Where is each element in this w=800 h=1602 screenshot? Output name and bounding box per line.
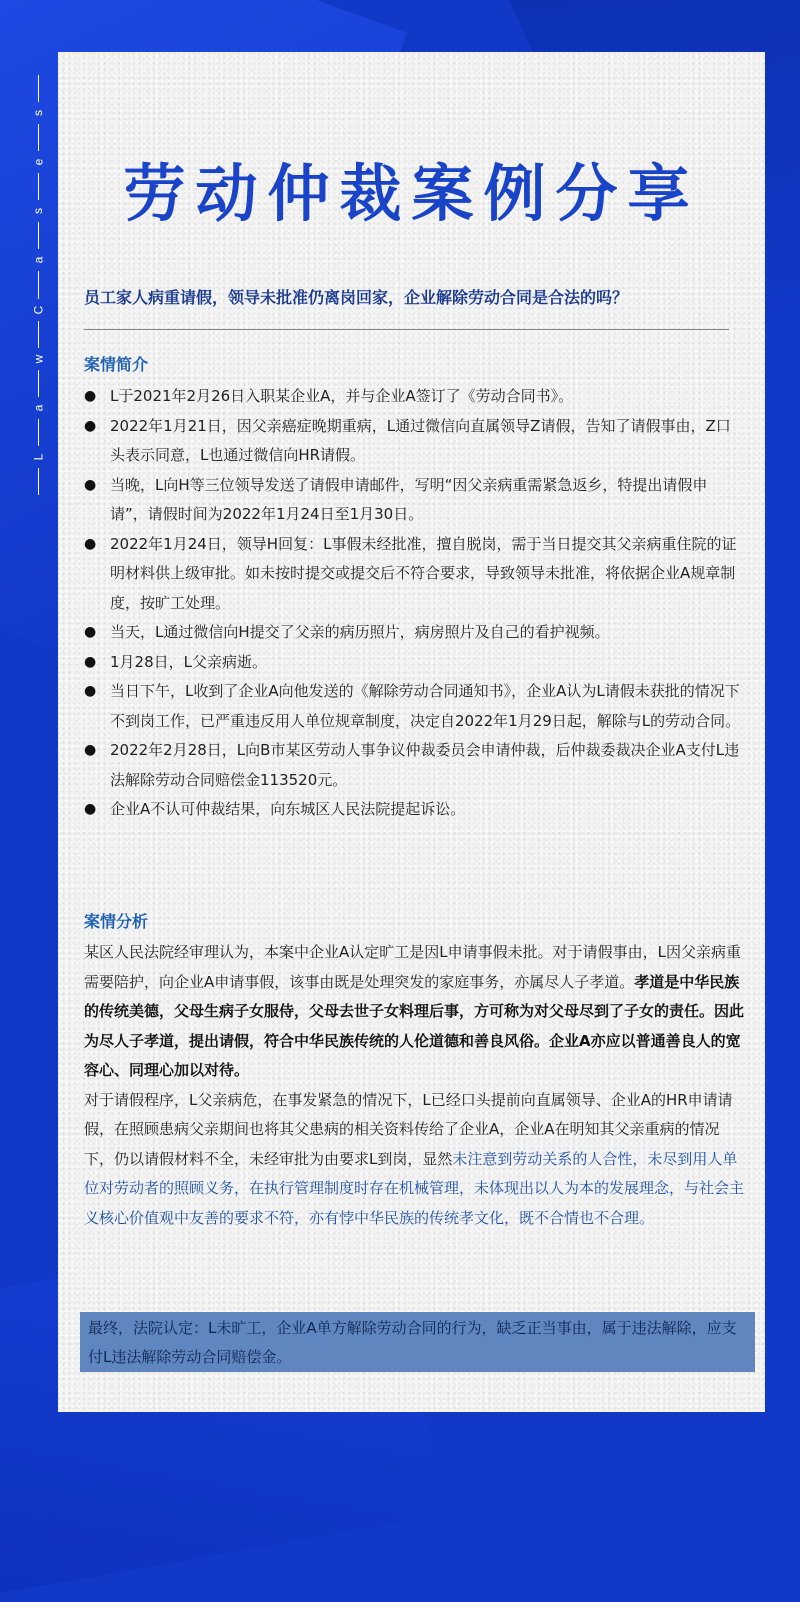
verdict-box: 最终，法院认定：L未旷工，企业A单方解除劳动合同的行为，缺乏正当事由，属于违法解除，应支付L违法解除劳动合同赔偿金。 <box>80 1312 755 1372</box>
analysis-text: 某区人民法院经审理认为，本案中企业A认定旷工是因L申请事假未批。对于请假事由，L因父亲病重需要陪护，向企业A申请事假，该事由既是处理突发的家庭事务，亦属尽人子孝道。 <box>84 943 741 991</box>
list-item <box>84 795 744 825</box>
divider-line <box>38 419 39 446</box>
side-char: L <box>31 453 45 461</box>
side-char: w <box>30 354 45 363</box>
list-item-text: 当天，L通过微信向H提交了父亲的病历照片，病房照片及自己的看护视频。 <box>110 623 610 641</box>
section-heading-analysis: 案情分析 <box>84 912 149 931</box>
bullet-icon: ● <box>84 742 97 758</box>
divider-line <box>38 124 39 151</box>
list-item <box>84 677 744 736</box>
list-item-text: 1月28日，L父亲病逝。 <box>110 652 267 671</box>
bullet-icon: ● <box>84 683 97 699</box>
section-heading-summary: 案情简介 <box>84 355 149 374</box>
analysis-text: 对于请假程序，L父亲病危，在事发紧急的情况下，L已经口头提前向直属领导、企业A的HR申请请假，在照顾患病父亲期间也将其父患病的相关资料传给了企业A，企业A在明知其父亲重病的情况下，仍以请假材料不全，未经审批为由要求L到岗，显然 <box>84 1090 733 1168</box>
side-char: a <box>31 404 45 412</box>
divider-line <box>38 321 39 348</box>
list-item <box>84 530 744 619</box>
bullet-icon: ● <box>84 476 97 493</box>
side-char: e <box>31 158 45 166</box>
content-card <box>58 52 765 1412</box>
divider-line <box>38 222 39 249</box>
analysis-paragraph <box>84 1086 744 1234</box>
bullet-icon: ● <box>84 388 97 404</box>
bullet-icon: ● <box>84 653 97 670</box>
side-char: s <box>31 110 45 117</box>
bullet-icon: ● <box>84 535 97 552</box>
side-char: s <box>31 208 45 215</box>
side-vertical-text <box>28 75 48 495</box>
analysis-bold-text: 孝道是中华民族的传统美德，父母生病子女服侍，父母去世子女料理后事，方可称为对父母尽到了子女的责任。因此为尽人子孝道，提出请假，符合中华民族传统的人伦道德和善良风俗。企业A亦应以普通善良人的宽容心、同理心加以对待。 <box>84 972 745 1079</box>
list-item-text: 2022年1月24日，领导H回复：L事假未经批准，擅自脱岗，需于当日提交其父亲病重住院的证明材料供上级审批。如未按时提交或提交后不符合要求，导致领导未批准，将依据企业A规章制度，按旷工处理。 <box>110 534 737 612</box>
case-summary-list <box>84 382 744 825</box>
divider <box>84 329 729 330</box>
bullet-icon: ● <box>84 624 97 640</box>
list-item <box>84 736 744 795</box>
list-item <box>84 382 744 412</box>
analysis-paragraph <box>84 938 744 1086</box>
case-question: 员工家人病重请假，领导未批准仍离岗回家，企业解除劳动合同是合法的吗？ <box>84 288 629 307</box>
divider-line <box>38 173 39 200</box>
bullet-icon: ● <box>84 801 97 817</box>
list-item <box>84 648 744 678</box>
list-item <box>84 618 744 648</box>
case-analysis <box>84 938 744 1233</box>
list-item-text: L于2021年2月26日入职某企业A，并与企业A签订了《劳动合同书》。 <box>110 387 574 405</box>
list-item <box>84 412 744 471</box>
divider-line <box>38 468 39 495</box>
side-char: a <box>31 257 45 264</box>
divider-line <box>38 75 39 102</box>
list-item-text: 当晚，L向H等三位领导发送了请假申请邮件，写明“因父亲病重需紧急返乡，特提出请假申请”，请假时间为2022年1月24日至1月30日。 <box>110 475 708 523</box>
divider-line <box>38 370 39 397</box>
analysis-highlight-text: 未注意到劳动关系的人合性，未尽到用人单位对劳动者的照顾义务，在执行管理制度时存在机械管理，未体现出以人为本的发展理念，与社会主义核心价值观中友善的要求不符，亦有悖中华民族的传统孝文化，既不合情也不合理。 <box>84 1149 745 1227</box>
list-item-text: 2022年1月21日，因父亲癌症晚期重病，L通过微信向直属领导Z请假，告知了请假事由，Z口头表示同意，L也通过微信向HR请假。 <box>110 416 731 464</box>
side-char: C <box>30 305 45 314</box>
list-item-text: 2022年2月28日，L向B市某区劳动人事争议仲裁委员会申请仲裁，后仲裁委裁决企业A支付L违法解除劳动合同赔偿金113520元。 <box>110 741 740 789</box>
list-item-text: 当日下午，L收到了企业A向他发送的《解除劳动合同通知书》，企业A认为L请假未获批的情况下不到岗工作，已严重违反用人单位规章制度，决定自2022年1月29日起，解除与L的劳动合同。 <box>110 682 741 730</box>
page-title: 劳动仲裁案例分享 <box>123 157 700 230</box>
divider-line <box>38 271 39 298</box>
bullet-icon: ● <box>84 417 97 434</box>
list-item-text: 企业A不认可仲裁结果，向东城区人民法院提起诉讼。 <box>110 800 466 818</box>
list-item <box>84 471 744 530</box>
